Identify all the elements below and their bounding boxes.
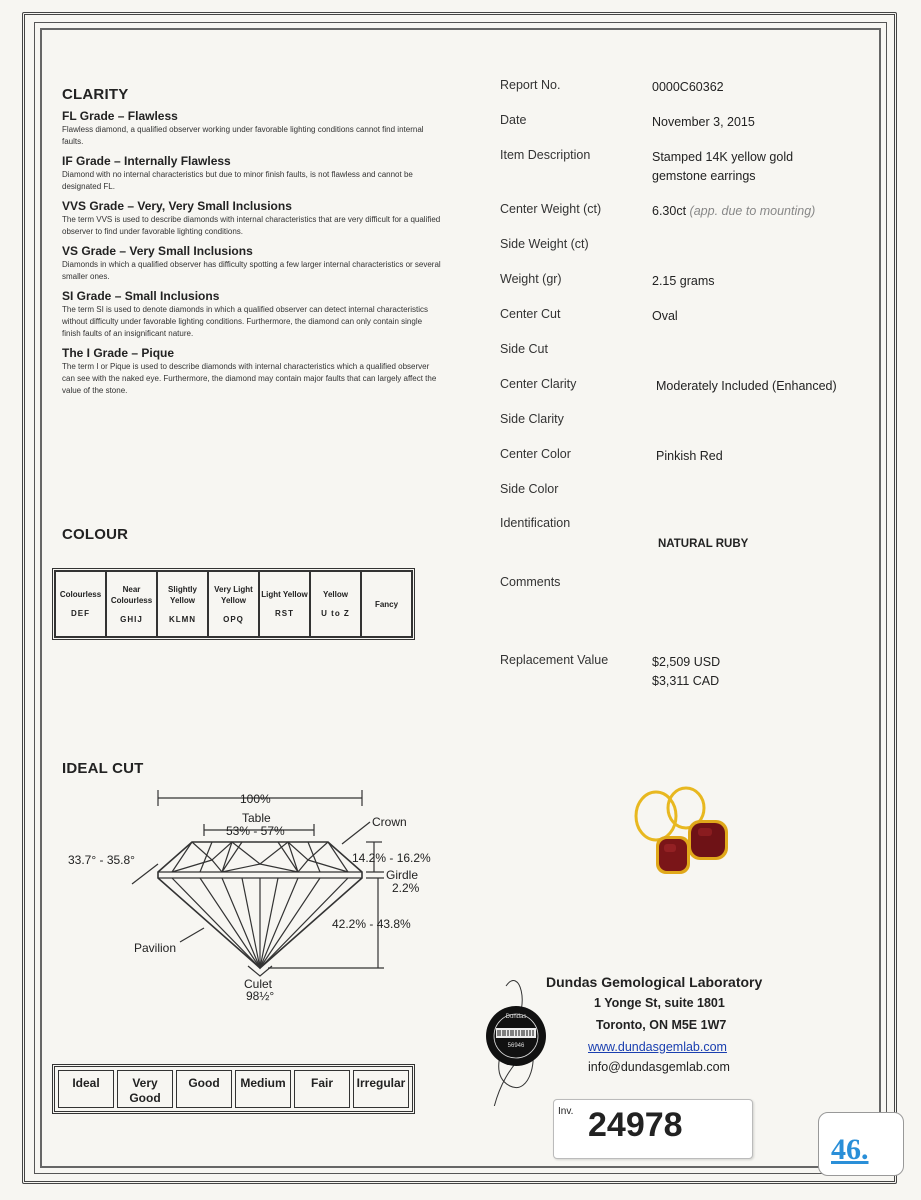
clarity-title: CLARITY [62, 86, 129, 103]
replacement-cad: $3,311 CAD [652, 674, 720, 688]
inventory-sticker [553, 1099, 753, 1159]
grade-title: The I Grade – Pique [62, 346, 175, 360]
weight-note: (app. due to mounting) [689, 204, 816, 218]
grade-title: IF Grade – Internally Flawless [62, 154, 231, 168]
field-label: Side Clarity [500, 412, 564, 426]
colour-name: Very Light Yellow [214, 584, 253, 605]
svg-text:56946: 56946 [507, 1043, 525, 1049]
field-label: Center Weight (ct) [500, 202, 602, 216]
cut-grade-table [52, 1064, 415, 1114]
colour-name: Colourless [59, 590, 102, 599]
field-value: Moderately Included (Enhanced) [656, 379, 837, 393]
replacement-usd: $2,509 USD [652, 655, 721, 669]
clarity-grade [62, 244, 442, 283]
field-value: 0000C60362 [652, 80, 724, 94]
clarity-grade [62, 346, 442, 397]
center-weight-value: 6.30ct [652, 204, 687, 218]
grade-description: The term SI is used to denote diamonds in which a qualified observer can detect internal characteristics without difficulty under favorable lighting conditions. Furthermore, the diamond can only contain single finish faults of an insignificant nature. [62, 305, 428, 338]
field-value: Stamped 14K yellow gold gemstone earrings [652, 150, 794, 183]
label-table-range: 53% - 57% [226, 824, 285, 838]
field-label: Side Weight (ct) [500, 237, 589, 251]
colour-cell [106, 571, 157, 637]
label-pavilion-range: 42.2% - 43.8% [332, 917, 411, 931]
clarity-grade [62, 154, 442, 193]
grade-description: Flawless diamond, a qualified observer working under favorable lighting conditions cannot find internal faults. [62, 125, 424, 146]
label-girdle: Girdle [386, 868, 419, 882]
colour-cell [157, 571, 208, 637]
colour-name: Fancy [374, 599, 399, 609]
grade-description: The term VVS is used to describe diamonds with internal characteristics that are very difficult for a qualified observer to find under favorable lighting conditions. [62, 215, 441, 236]
label-crown: Crown [372, 815, 407, 829]
lab-email: info@dundasgemlab.com [588, 1060, 730, 1074]
inventory-label: Inv. [558, 1106, 574, 1117]
field-label: Side Cut [500, 342, 548, 356]
grade-description: Diamond with no internal characteristics but due to minor finish faults, is not flawless and cannot be designated FL. [62, 170, 413, 191]
colour-cell [208, 571, 259, 637]
colour-code: DEF [71, 609, 90, 618]
colour-title: COLOUR [62, 526, 129, 543]
cut-grade-cell: Very Good [117, 1070, 173, 1108]
colour-cell [55, 571, 106, 637]
page-number: 46. [831, 1133, 869, 1166]
field-label: Center Cut [500, 307, 561, 321]
clarity-section [62, 86, 442, 397]
earring-left [636, 792, 690, 874]
lab-address-2: Toronto, ON M5E 1W7 [596, 1018, 727, 1032]
field-label: Center Color [500, 447, 571, 461]
cut-grade-cell: Ideal [58, 1070, 114, 1108]
ideal-cut-title: IDEAL CUT [62, 760, 144, 777]
label-pavilion: Pavilion [134, 941, 177, 955]
field-label: Comments [500, 575, 561, 589]
colour-code: OPQ [223, 614, 244, 624]
inventory-number: 24978 [588, 1106, 683, 1144]
label-culet-pct: 98½° [246, 989, 275, 1003]
label-crown-range: 14.2% - 16.2% [352, 851, 431, 865]
field-value: November 3, 2015 [652, 115, 755, 129]
colour-code: RST [275, 609, 294, 618]
colour-name: Near Colourless [110, 584, 153, 605]
clarity-grade [62, 289, 442, 340]
colour-code: GHIJ [120, 614, 143, 624]
colour-cell [361, 571, 412, 637]
label-total: 100% [240, 792, 271, 806]
field-label: Identification [500, 516, 571, 530]
cut-grade-cell: Fair [294, 1070, 350, 1108]
colour-name: Light Yellow [261, 590, 308, 599]
cut-grade-cell: Irregular [353, 1070, 409, 1108]
field-value [652, 202, 882, 221]
earring-photo [628, 786, 738, 882]
colour-name: Yellow [323, 590, 348, 599]
field-value: Pinkish Red [656, 449, 723, 463]
lab-website-link[interactable]: www.dundasgemlab.com [588, 1040, 727, 1054]
lab-info [470, 966, 800, 1096]
colour-code: U to Z [321, 609, 350, 618]
colour-cell [310, 571, 361, 637]
grade-title: VS Grade – Very Small Inclusions [62, 244, 253, 258]
field-value: Oval [652, 309, 678, 323]
field-label: Date [500, 113, 527, 127]
grade-description: Diamonds in which a qualified observer has difficulty spotting a few larger internal characteristics or several smaller ones. [62, 260, 441, 281]
cut-grade-cell: Medium [235, 1070, 291, 1108]
colour-table [52, 568, 415, 640]
grade-title: VVS Grade – Very, Very Small Inclusions [62, 199, 292, 213]
label-angle: 33.7° - 35.8° [68, 853, 135, 867]
diamond-cut-diagram [62, 780, 442, 1010]
field-value [652, 653, 882, 691]
label-table: Table [242, 811, 271, 825]
page-number-sticker [818, 1112, 904, 1176]
svg-text:Dundas: Dundas [505, 1014, 527, 1020]
grade-description: The term I or Pique is used to describe diamonds with internal characteristics which a qualified observer can see with the naked eye. Furthermore, the diamond may contain major faults that can largely affect the value of the stone. [62, 362, 437, 395]
cut-grade-cell: Good [176, 1070, 232, 1108]
clarity-grade [62, 199, 442, 238]
label-girdle-pct: 2.2% [392, 881, 420, 895]
lab-address-1: 1 Yonge St, suite 1801 [594, 996, 725, 1010]
colour-code: KLMN [168, 614, 197, 624]
grade-title: SI Grade – Small Inclusions [62, 289, 220, 303]
grade-title: FL Grade – Flawless [62, 109, 178, 123]
field-label: Replacement Value [500, 653, 609, 667]
field-label: Report No. [500, 78, 561, 92]
field-label: Side Color [500, 482, 559, 496]
lab-seal [486, 1006, 546, 1066]
lab-name: Dundas Gemological Laboratory [546, 974, 763, 990]
field-label: Item Description [500, 148, 591, 162]
field-label: Center Clarity [500, 377, 577, 391]
clarity-grade [62, 109, 442, 148]
identification-value: NATURAL RUBY [658, 538, 749, 550]
field-label: Weight (gr) [500, 272, 562, 286]
colour-name: Slightly Yellow [168, 584, 197, 605]
colour-cell [259, 571, 310, 637]
label-culet: Culet [244, 977, 273, 991]
field-value: 2.15 grams [652, 274, 715, 288]
